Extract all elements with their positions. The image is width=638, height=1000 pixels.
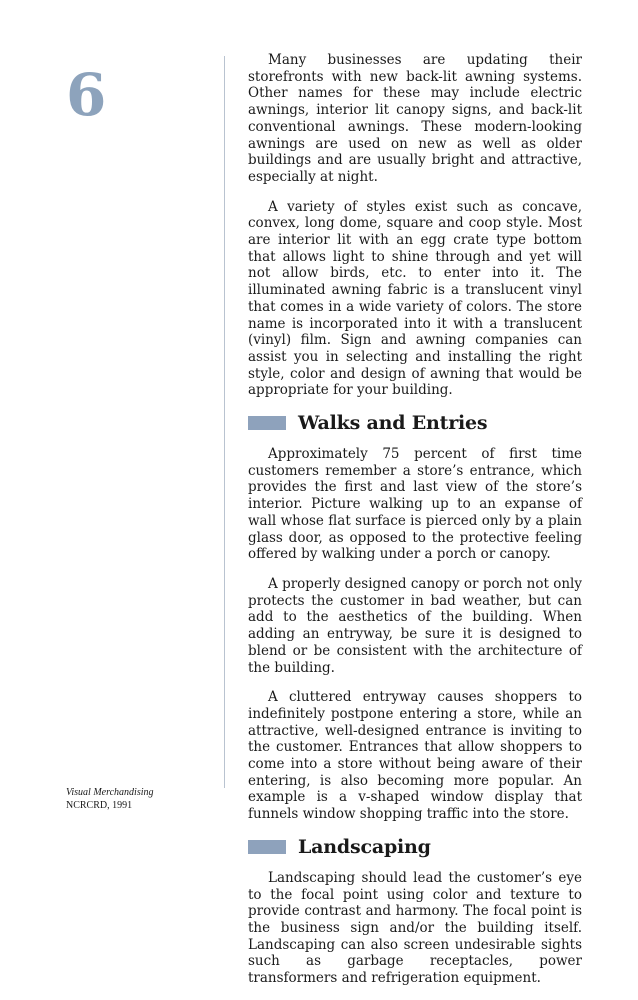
landscaping-paragraph-1: Landscaping should lead the customer’s eye to the focal point using color and texture to provide contrast and harmony. The focal point is the business sign and/or the building itself. Landscaping can also screen undesirable sights such as garbage receptacles, power transformers and refrigeration equipment.: [248, 869, 582, 987]
footer-citation: [66, 786, 154, 812]
vertical-divider: [224, 56, 225, 788]
walks-paragraph-3: A cluttered entryway causes shoppers to indefinitely postpone entering a store, while an attractive, well-designed entrance is inviting to the customer. Entrances that allow shoppers to come into a store without being aware of their entering, is also becoming more popular. An example is a v-shaped window display that funnels window shopping traffic into the store.: [248, 689, 582, 823]
intro-paragraph-1: Many businesses are updating their storefronts with new back-lit awning systems. Other names for these may include electric awnings, interior lit canopy signs, and back-lit conventional awnings. These modern-looking awnings are used on new as well as older buildings and are usually bright and attractive, especially at night.: [248, 52, 582, 185]
heading-bar-icon: [248, 416, 286, 430]
section-title: Landscaping: [298, 835, 431, 858]
section-heading-walks-entries: [248, 412, 582, 434]
section-heading-landscaping: [248, 836, 582, 858]
footer-publication: Visual Merchandising: [66, 787, 154, 798]
heading-bar-icon: [248, 840, 286, 854]
main-content: [248, 52, 582, 1000]
page-number: 6: [66, 61, 107, 129]
intro-paragraph-2: A variety of styles exist such as concave, convex, long dome, square and coop style. Most are interior lit with an egg crate type bottom that allows light to shine through and yet will not allow birds, etc. to enter into it. The illuminated awning fabric is a translucent vinyl that comes in a wide variety of colors. The store name is incorporated into it with a translucent (vinyl) film. Sign and awning companies can assist you in selecting and installing the right style, color and design of awning that would be appropriate for your building.: [248, 198, 582, 399]
walks-paragraph-2: A properly designed canopy or porch not only protects the customer in bad weather, but can add to the aesthetics of the building. When adding an entryway, be sure it is designed to blend or be consistent with the architecture of the building.: [248, 575, 582, 676]
walks-paragraph-1: Approximately 75 percent of first time customers remember a store’s entrance, which provides the first and last view of the store’s interior. Picture walking up to an expanse of wall whose flat surface is pierced only by a plain glass door, as opposed to the protective feeling offered by walking under a porch or canopy.: [248, 446, 582, 563]
section-title: Walks and Entries: [298, 412, 488, 435]
footer-source: NCRCRD, 1991: [66, 800, 133, 811]
